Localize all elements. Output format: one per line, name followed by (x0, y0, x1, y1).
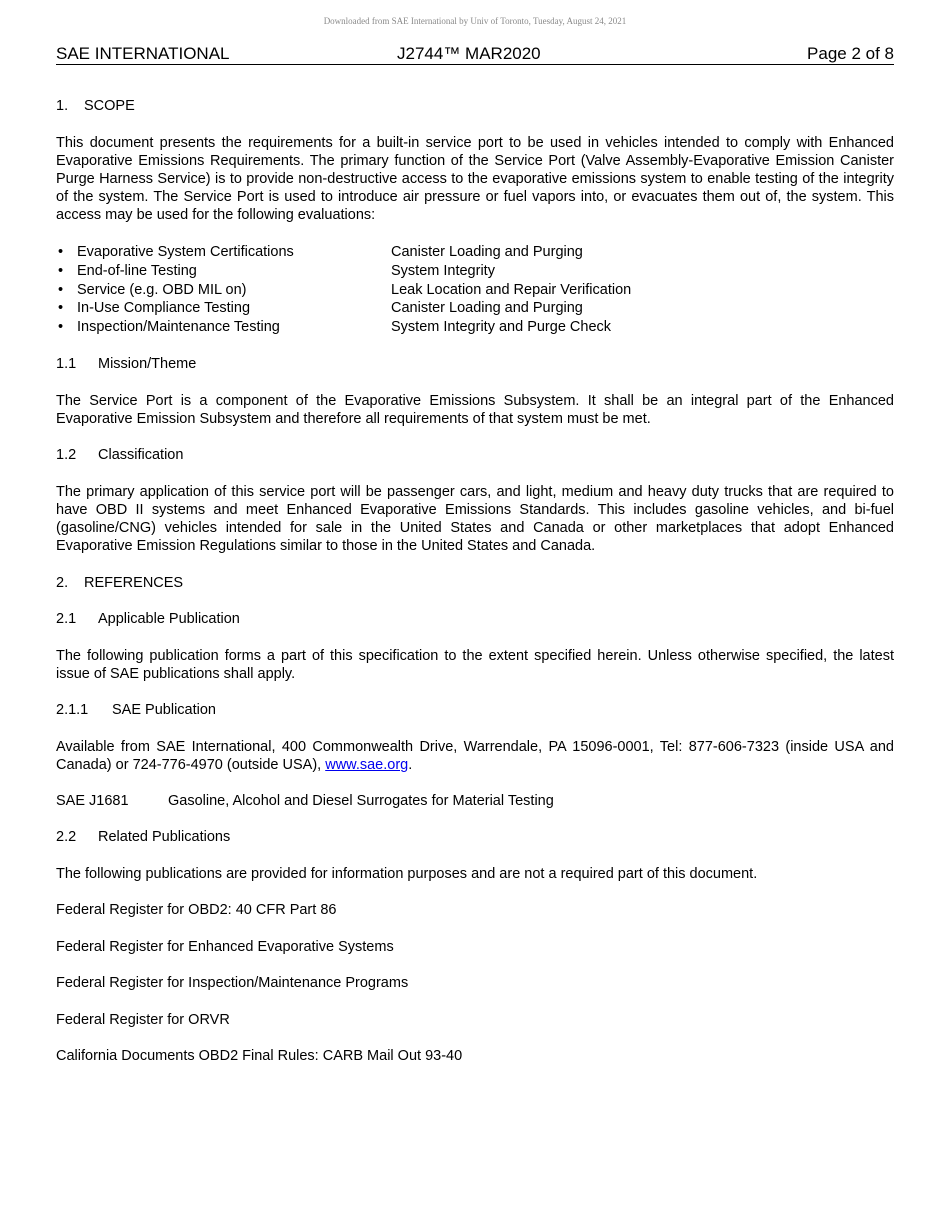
section-2-1-1-heading (56, 701, 894, 719)
header-page-number: Page 2 of 8 (807, 44, 894, 63)
section-number: 2. (56, 574, 69, 591)
related-publications-paragraph: The following publications are provided for information purposes and are not a required part of this document. (56, 865, 758, 882)
section-title: REFERENCES (84, 574, 184, 591)
reference-code: SAE J1681 (56, 792, 129, 809)
bullet-icon: • (58, 262, 64, 279)
download-watermark: Downloaded from SAE International by Univ of Toronto, Tuesday, August 24, 2021 (323, 16, 627, 26)
section-title: Mission/Theme (98, 355, 197, 372)
availability-text: Available from SAE International, 400 Commonwealth Drive, Warrendale, PA 15096-0001, Tel: 877-606-7323 (inside USA and Canada) or 724-776-4970 (outside USA), (56, 738, 894, 773)
evaluation-name: Service (e.g. OBD MIL on) (77, 281, 247, 298)
list-item (56, 243, 894, 262)
bullet-icon: • (58, 244, 64, 260)
section-number: 2.1 (56, 610, 77, 627)
sae-website-link[interactable]: www.sae.org (325, 756, 409, 773)
classification-paragraph: The primary application of this service port will be passenger cars, and light, medium and heavy duty trucks that are required to have OBD II systems and meet Enhanced Evaporative Emissions Standards. This includes gasoline vehicles, and bi-fuel (gasoline/CNG) vehicles intended for sale in the United States and Canada or other marketplaces that adopt Enhanced Evaporative Emission Regulations similar to those in the United States and Canada. (56, 483, 894, 554)
mission-paragraph: The Service Port is a component of the Evaporative Emissions Subsystem. It shall be an integral part of the Enhanced Evaporative Emission Subsystem and therefore all requirements of that system must be met. (56, 392, 894, 427)
bullet-icon: • (58, 319, 64, 336)
list-item (56, 318, 894, 337)
evaluation-purpose: System Integrity and Purge Check (391, 319, 612, 336)
section-number: 1. (56, 98, 69, 114)
section-number: 2.1.1 (56, 701, 89, 718)
section-1-1-heading (56, 355, 894, 373)
applicable-publication-paragraph: The following publication forms a part of this specification to the extent specified herein. Unless otherwise specified, the latest issue of SAE publications shall apply. (56, 647, 894, 682)
section-number: 2.2 (56, 828, 77, 845)
section-title: Classification (98, 446, 184, 463)
evaluation-purpose: Leak Location and Repair Verification (391, 281, 632, 298)
evaluation-name: End-of-line Testing (77, 262, 197, 279)
related-publication-item: Federal Register for Enhanced Evaporative Systems (56, 938, 394, 955)
evaluation-name: In-Use Compliance Testing (77, 300, 251, 317)
section-title: SAE Publication (112, 701, 216, 718)
section-title: Applicable Publication (98, 610, 240, 627)
evaluation-list (56, 243, 894, 337)
evaluation-name: Inspection/Maintenance Testing (77, 319, 280, 336)
evaluation-name: Evaporative System Certifications (77, 244, 294, 260)
list-item (56, 262, 894, 281)
section-title: Related Publications (98, 828, 231, 845)
evaluation-purpose: Canister Loading and Purging (391, 244, 583, 260)
header-organization: SAE INTERNATIONAL (56, 44, 230, 63)
section-number: 1.1 (56, 355, 77, 372)
section-title: SCOPE (84, 98, 135, 114)
page-header (56, 44, 894, 65)
reference-entry (56, 792, 894, 810)
scope-paragraph: This document presents the requirements for a built-in service port to be used in vehicles intended to comply with Enhanced Evaporative Emissions Requirements. The primary function of the Service Port (Valve Assembly-Evaporative Emission Canister Purge Harness Service) is to provide non-destructive access to the evaporative emissions system to enable testing of the integrity of the system. The Service Port is used to introduce air pressure or fuel vapors into, or evacuates them out of, the system. This access may be used for the following evaluations: (56, 135, 894, 223)
list-item (56, 299, 894, 318)
document-body (56, 97, 894, 1065)
section-2-heading (56, 574, 894, 592)
related-publication-item: Federal Register for Inspection/Maintenance Programs (56, 974, 409, 991)
sae-availability-paragraph (56, 738, 894, 774)
evaluation-purpose: Canister Loading and Purging (391, 300, 583, 317)
bullet-icon: • (58, 281, 64, 298)
related-publication-item: Federal Register for OBD2: 40 CFR Part 86 (56, 901, 337, 918)
reference-title: Gasoline, Alcohol and Diesel Surrogates for Material Testing (168, 792, 554, 809)
list-item (56, 281, 894, 300)
bullet-icon: • (58, 300, 64, 317)
section-number: 1.2 (56, 446, 77, 463)
related-publication-item: Federal Register for ORVR (56, 1011, 230, 1028)
header-document-id: J2744™ MAR2020 (397, 44, 541, 63)
section-2-2-heading (56, 828, 894, 846)
section-1-heading (56, 97, 894, 115)
availability-text-end: . (408, 756, 413, 773)
evaluation-purpose: System Integrity (391, 262, 495, 279)
related-publication-item: California Documents OBD2 Final Rules: CARB Mail Out 93-40 (56, 1047, 463, 1064)
section-2-1-heading (56, 610, 894, 628)
section-1-2-heading (56, 446, 894, 464)
